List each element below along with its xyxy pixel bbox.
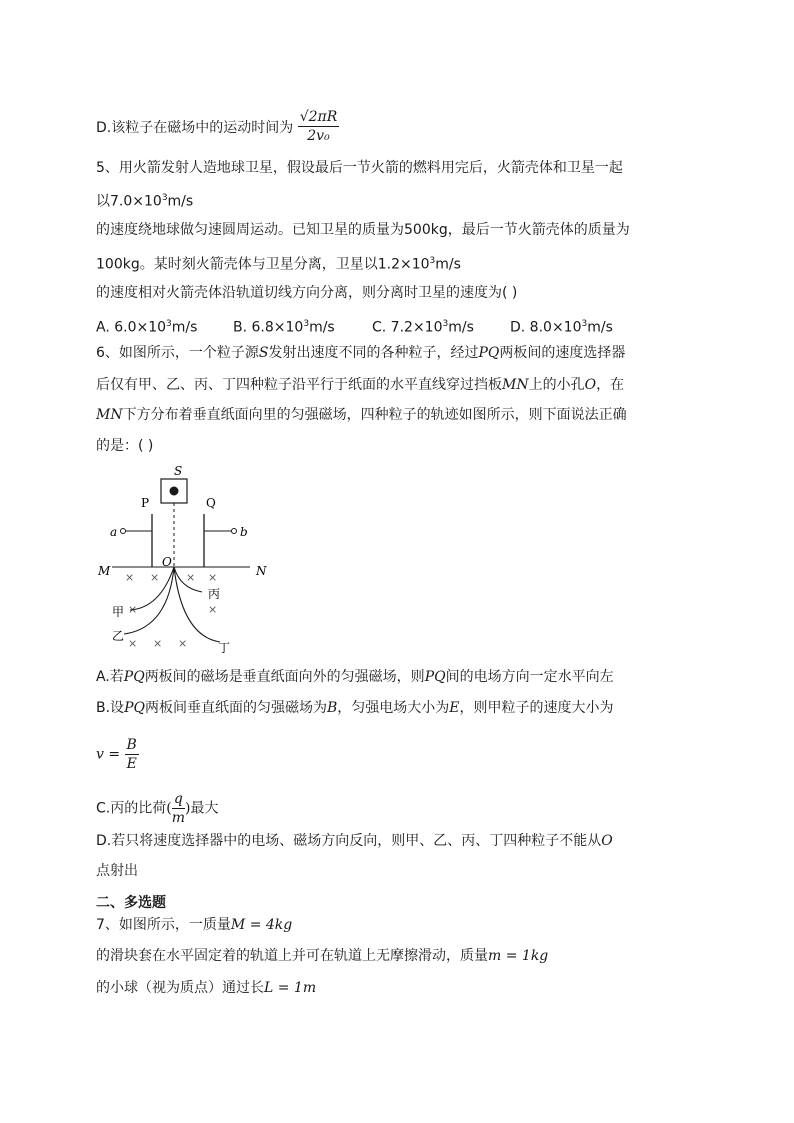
label-a: a: [110, 525, 118, 539]
q5-option-b: [233, 314, 335, 338]
q7-l1b: M = 4kg: [230, 917, 293, 933]
label-o: O: [162, 555, 172, 569]
q6-optB-g: ，则甲粒子的速度大小为: [459, 700, 614, 716]
cross: ×: [128, 603, 138, 616]
q6-optA-e: 间的电场方向一定水平向左: [445, 669, 614, 685]
q5-opt-a-pre: A. 6.0×10: [96, 319, 167, 336]
cross: ×: [150, 571, 160, 584]
q7-line1: [96, 915, 292, 935]
q6-optB-num: B: [126, 737, 137, 753]
q6-l1e: 两板间的速度选择器: [499, 345, 626, 361]
label-n: N: [256, 564, 267, 578]
q6-line3: [96, 405, 627, 425]
q6-optB-b: PQ: [124, 700, 145, 716]
q6-optA-d: PQ: [424, 669, 446, 685]
q6-l1d: PQ: [478, 345, 500, 361]
q6-optB-a: B.设: [96, 700, 125, 716]
q6-option-d-line2: 点射出: [96, 863, 138, 879]
q6-line4: 的是：( ): [96, 438, 154, 454]
q6-optC-b: 最大: [190, 800, 219, 817]
q6-optB-d: B: [326, 700, 338, 716]
q4d-frac-den: 2v₀: [307, 128, 330, 144]
label-ding: 丁: [218, 641, 231, 655]
q5-line1: 5、用火箭发射人造地球卫星，假设最后一节火箭的燃料用完后，火箭壳体和卫星一起: [96, 160, 623, 176]
q4d-fraction: [298, 108, 340, 145]
q7-line2: [96, 946, 548, 966]
q6-optA-a: A.若: [96, 669, 124, 685]
q7-l3a: 的小球（视为质点）通过长: [96, 980, 264, 996]
q5-opt-d-exp: 3: [581, 319, 588, 329]
q6-option-b-formula: [96, 736, 139, 773]
q6-l1a: 6、如图所示，一个粒子源: [96, 345, 259, 361]
label-s: S: [174, 464, 183, 478]
q7-l2b: m = 1kg: [488, 948, 549, 964]
q6-l2e: ，在: [596, 377, 625, 393]
q6-l1b: S: [258, 345, 269, 361]
q5-line5: 的速度相对火箭壳体沿轨道切线方向分离，则分离时卫星的速度为( ): [96, 285, 518, 301]
cross: ×: [153, 637, 163, 650]
q4d-text: D.该粒子在磁场中的运动时间为: [96, 120, 294, 136]
q6-optC-num: q: [172, 790, 185, 809]
q7-l3b: L = 1m: [264, 980, 317, 996]
cross: ×: [186, 571, 196, 584]
q5-opt-d-post: m/s: [587, 319, 613, 336]
q6-option-a: [96, 667, 614, 687]
q6-diagram: [90, 458, 290, 658]
cross: ×: [178, 637, 188, 650]
q5-line2: [96, 188, 193, 212]
q6-l2c: 上的小孔: [528, 377, 585, 393]
q5-opt-d-pre: D. 8.0×10: [510, 319, 582, 336]
q7-l1a: 7、如图所示，一质量: [96, 917, 231, 933]
terminal-b: [232, 529, 237, 534]
q5-opt-b-exp: 3: [303, 319, 310, 329]
q5-opt-c-pre: C. 7.2×10: [372, 319, 443, 336]
q6-optC-den: m: [171, 810, 185, 826]
q6-line1: [96, 343, 625, 363]
q6-l2a: 后仅有甲、乙、丙、丁四种粒子沿平行于纸面的水平直线穿过挡板: [96, 377, 502, 393]
label-m: M: [98, 564, 111, 578]
cross: ×: [208, 571, 218, 584]
q6-optB-den: E: [126, 756, 137, 772]
q6-optB-c: 两板间垂直纸面的匀强磁场为: [144, 700, 327, 716]
q6-optB-f: E: [449, 700, 460, 716]
terminal-a: [121, 529, 126, 534]
q5-opt-a-exp: 3: [166, 319, 172, 329]
q4d-frac-num: √2πR: [299, 109, 338, 125]
source-dot: [170, 487, 179, 496]
q5-line3: 的速度绕地球做匀速圆周运动。已知卫星的质量为500kg，最后一节火箭壳体的质量为: [96, 222, 630, 238]
q5-option-c: [372, 314, 474, 338]
cross: ×: [208, 603, 218, 616]
q5-line2-exp: 3: [161, 193, 168, 203]
q6-option-b: [96, 698, 614, 718]
q5-line4: [96, 251, 461, 275]
cross: ×: [125, 571, 135, 584]
q6-l2b: MN: [502, 377, 529, 393]
q6-option-d-line1: [96, 831, 613, 851]
label-yi: 乙: [112, 629, 125, 643]
label-q: Q: [206, 496, 216, 510]
q6-option-c: C.丙的比荷( $\frac{q}{m}$ )最大: [96, 791, 219, 826]
q6-l2d: O: [584, 377, 597, 393]
q5-opt-a-post: m/s: [171, 319, 198, 336]
q6-l3a: MN: [96, 407, 123, 423]
q6-optB-e: ，匀强电场大小为: [337, 700, 450, 716]
q6-optD-1a: D.若只将速度选择器中的电场、磁场方向反向，则甲、乙、丙、丁四种粒子不能从: [96, 833, 602, 849]
q5-opt-c-post: m/s: [448, 319, 474, 336]
q5-opt-c-exp: 3: [442, 319, 449, 329]
q5-opt-b-post: m/s: [309, 319, 335, 336]
q6-optA-c: 两板间的磁场是垂直纸面向外的匀强磁场，则: [144, 669, 425, 685]
label-bing: 丙: [208, 587, 221, 601]
cross: ×: [128, 637, 138, 650]
label-p: P: [141, 496, 150, 510]
q5-line2-post: m/s: [167, 193, 194, 210]
q7-line3: [96, 978, 316, 998]
q6-optD-1b: O: [601, 833, 613, 849]
label-jia: 甲: [112, 605, 125, 619]
q6-l1c: 发射出速度不同的各种粒子，经过: [268, 345, 479, 361]
q7-l2a: 的滑块套在水平固定着的轨道上并可在轨道上无摩擦滑动，质量: [96, 948, 488, 964]
q5-option-d: [510, 314, 613, 338]
q6-optB-fraction: [125, 736, 139, 773]
q5-line4-pre: 100kg。某时刻火箭壳体与卫星分离，卫星以1.2×10: [96, 256, 430, 273]
label-b: b: [240, 525, 248, 539]
section-heading: 二、多选题: [96, 895, 166, 911]
q6-optC-fraction: [172, 790, 185, 827]
q5-line2-pre: 以7.0×10: [96, 193, 162, 210]
q6-line2: [96, 375, 624, 395]
q6-l3b: 下方分布着垂直纸面向里的匀强磁场，四种粒子的轨迹如图所示，则下面说法正确: [122, 407, 627, 423]
q6-optA-b: PQ: [123, 669, 145, 685]
q6-optB-v: v =: [96, 746, 121, 763]
q4-option-d: [96, 108, 339, 145]
q5-option-a: [96, 314, 197, 338]
q5-line4-post: m/s: [435, 256, 461, 273]
q5-line4-exp: 3: [429, 256, 436, 266]
q5-opt-b-pre: B. 6.8×10: [233, 319, 304, 336]
q6-optC-a: C.丙的比荷: [96, 800, 167, 817]
